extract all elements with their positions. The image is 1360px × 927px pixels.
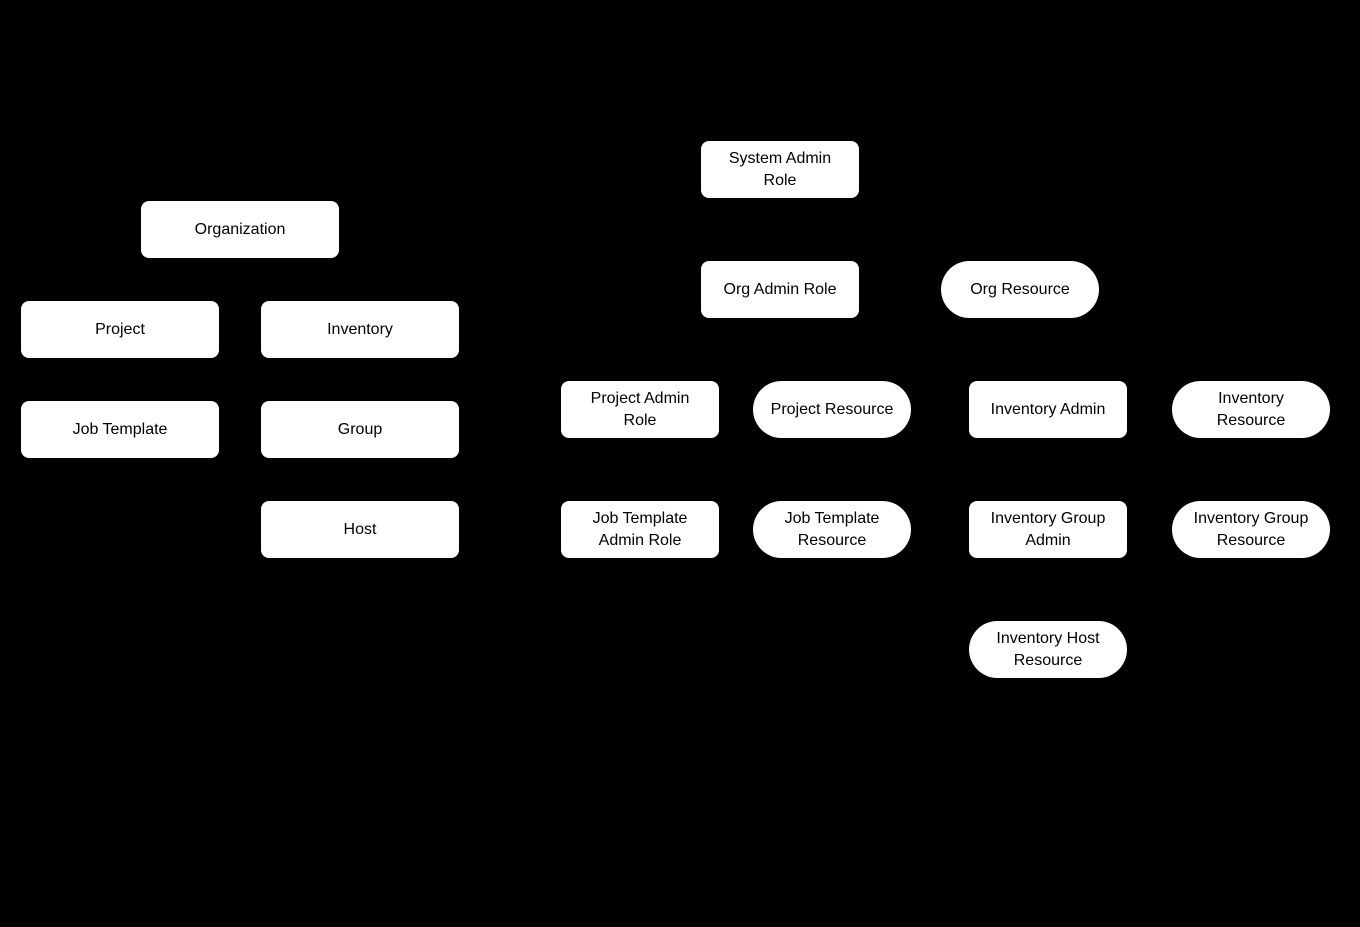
node-label: Organization	[194, 220, 286, 238]
node-label: Job Template	[592, 509, 688, 527]
node-label: Inventory	[1218, 389, 1284, 407]
node-inventory-host-resource	[969, 621, 1127, 678]
node-org-admin-role	[701, 261, 859, 318]
node-label: Org Resource	[970, 280, 1070, 298]
node-group	[261, 401, 459, 458]
node-label: Project Admin	[590, 389, 690, 407]
node-project	[21, 301, 219, 358]
node-label: Project Resource	[770, 400, 894, 418]
node-inventory-resource	[1172, 381, 1330, 438]
node-label-line2: Resource	[797, 531, 867, 549]
node-label: Inventory	[327, 320, 393, 338]
node-project-resource	[753, 381, 911, 438]
node-label-line2: Role	[763, 171, 797, 189]
node-job-template-admin-role	[561, 501, 719, 558]
node-label: Inventory Admin	[990, 400, 1106, 418]
node-label: Inventory Group	[990, 509, 1106, 527]
node-label-line2: Resource	[1013, 651, 1083, 669]
node-label: Inventory Group	[1193, 509, 1309, 527]
node-label: Host	[343, 520, 377, 538]
node-job-template	[21, 401, 219, 458]
node-label: Job Template	[72, 420, 168, 438]
node-label: Group	[337, 420, 383, 438]
node-organization	[141, 201, 339, 258]
node-label: Inventory Host	[996, 629, 1100, 647]
node-label-line2: Resource	[1216, 531, 1286, 549]
node-label-line2: Admin Role	[598, 531, 682, 549]
node-label-line2: Resource	[1216, 411, 1286, 429]
node-label: Org Admin Role	[723, 280, 837, 298]
node-inventory-admin	[969, 381, 1127, 438]
node-inventory-group-resource	[1172, 501, 1330, 558]
node-inventory	[261, 301, 459, 358]
node-label-line2: Admin	[1025, 531, 1071, 549]
node-project-admin-role	[561, 381, 719, 438]
node-label: Job Template	[784, 509, 880, 527]
node-label-line2: Role	[623, 411, 657, 429]
node-inventory-group-admin	[969, 501, 1127, 558]
node-host	[261, 501, 459, 558]
node-label: System Admin	[728, 149, 832, 167]
node-label: Project	[95, 320, 145, 338]
node-system-admin-role	[701, 141, 859, 198]
node-org-resource	[941, 261, 1099, 318]
node-job-template-resource	[753, 501, 911, 558]
